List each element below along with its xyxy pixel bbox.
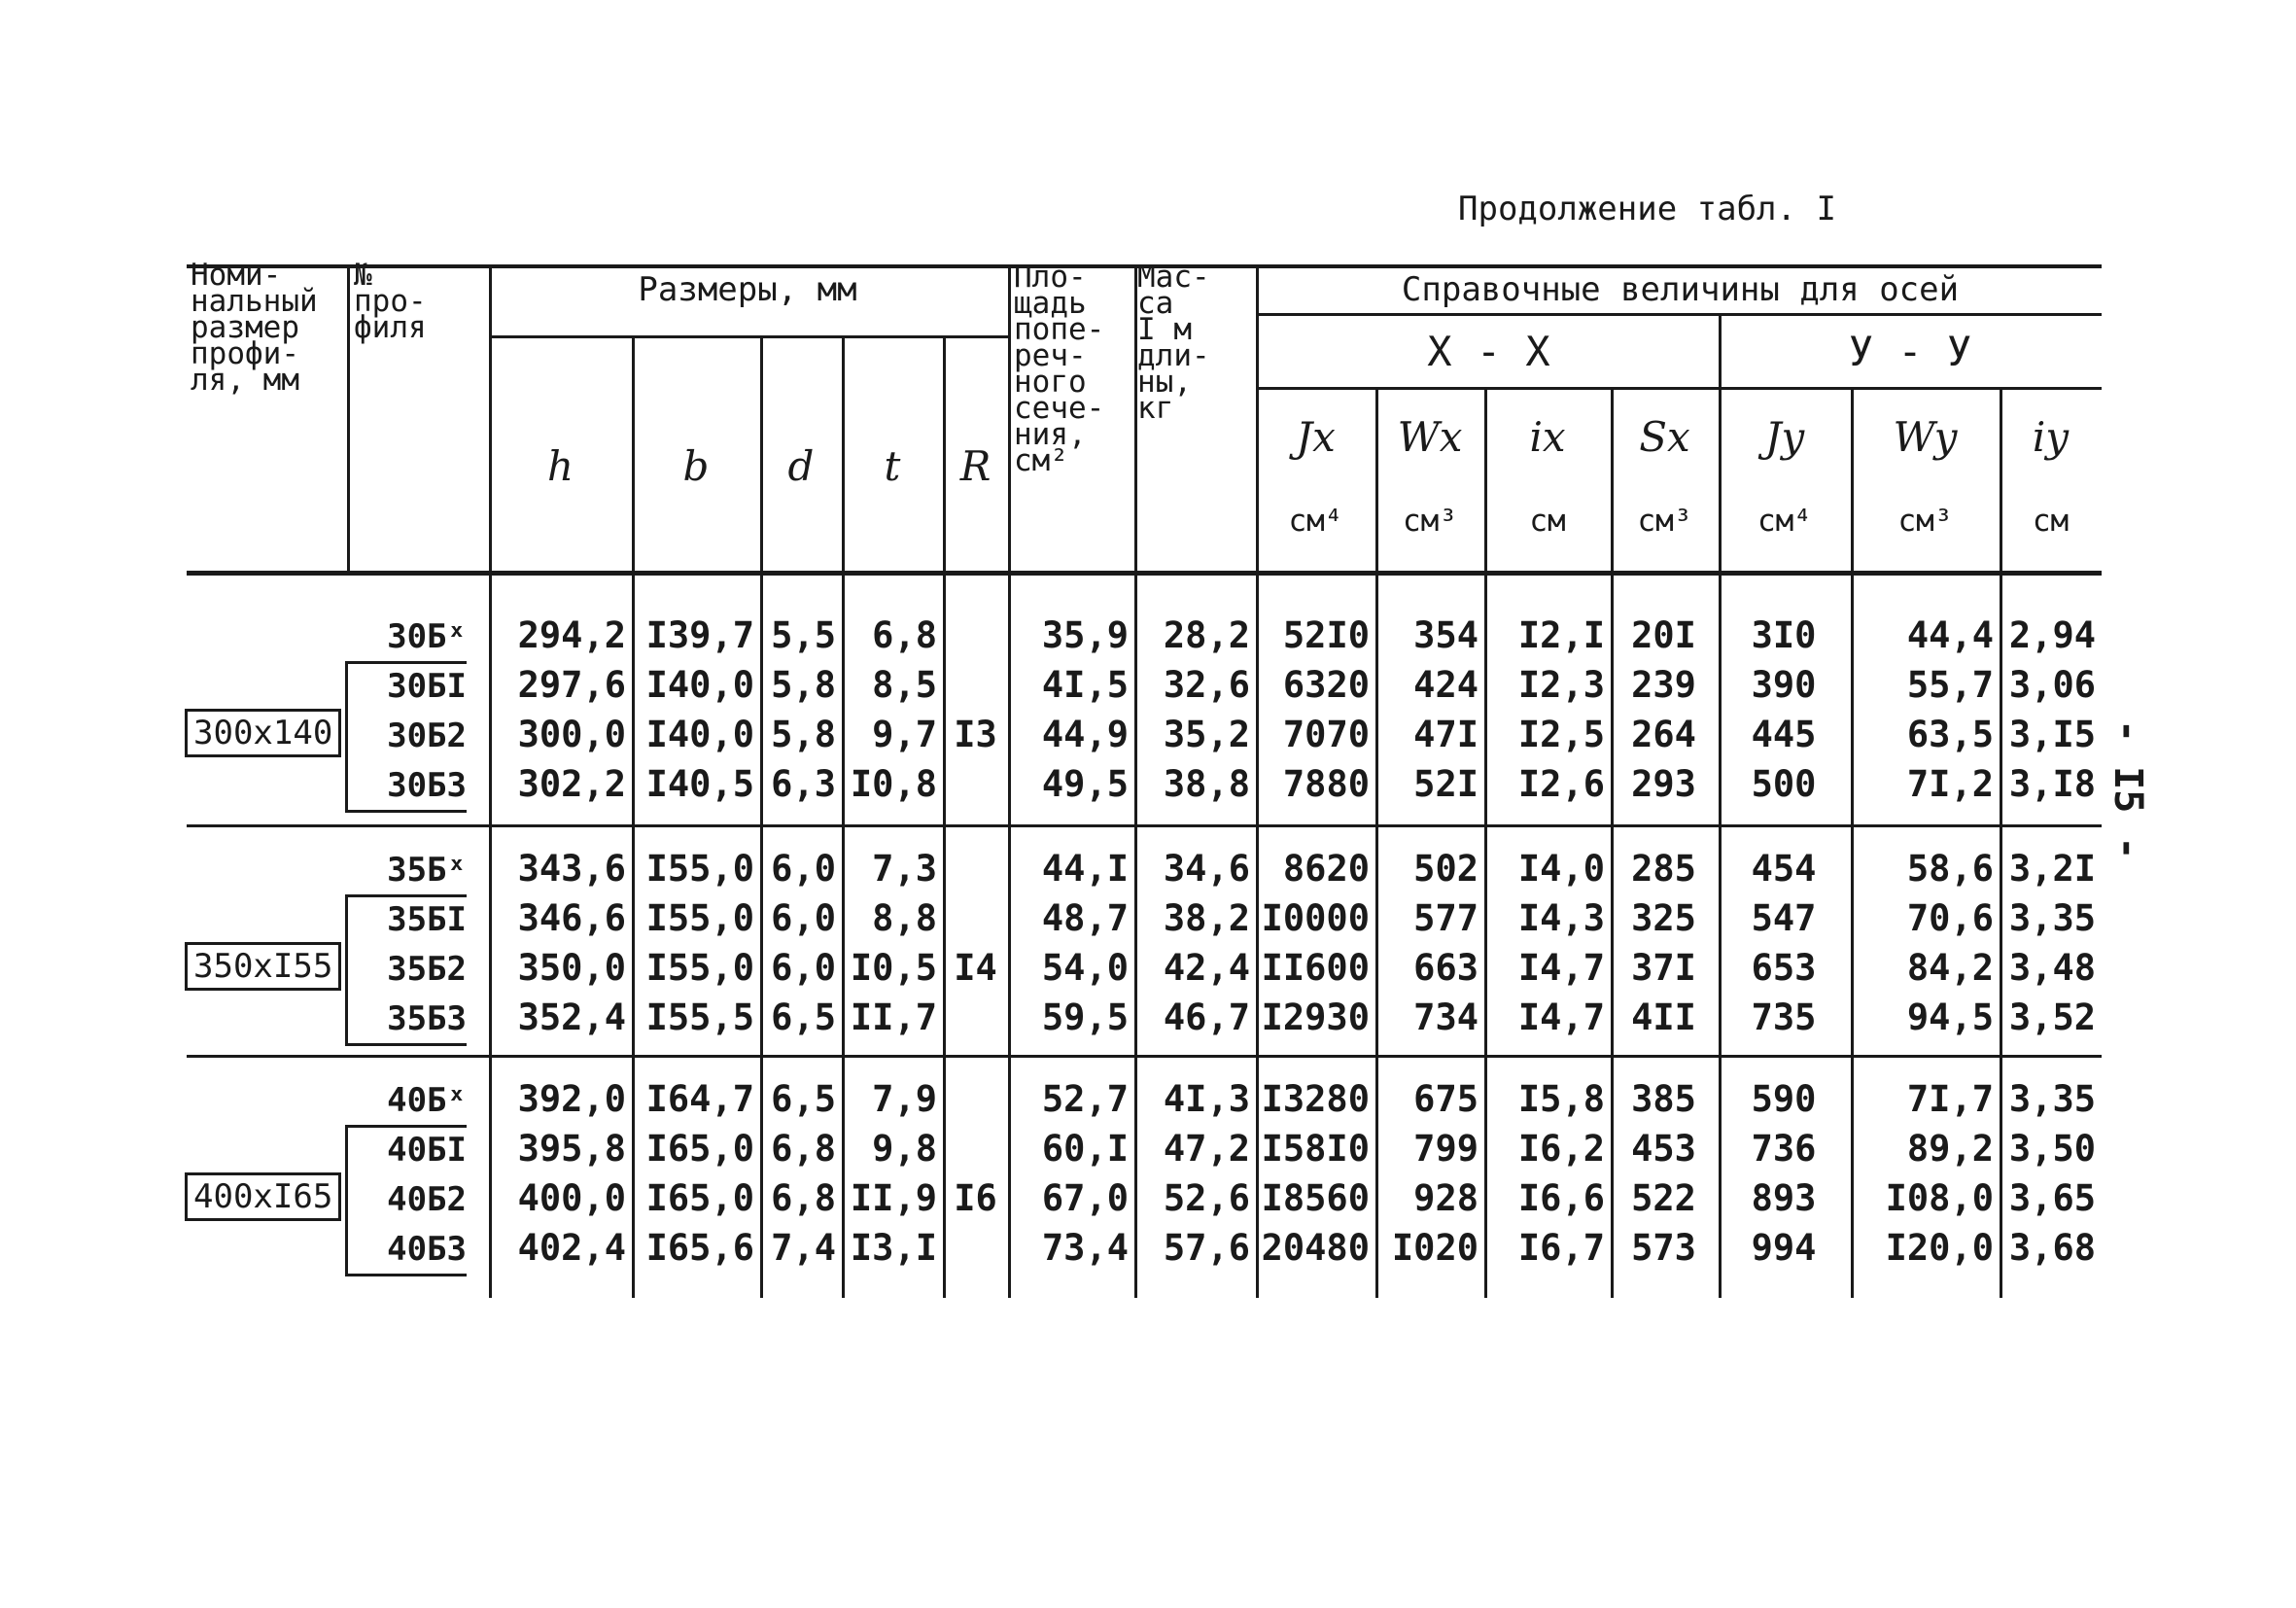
header-nominal-size: Номи- нальный размер профи- ля, мм [191,258,318,398]
cell-sx: 285 [1631,848,1696,890]
cell-r: I6 [954,1177,997,1219]
cell-sx: 264 [1631,714,1696,755]
nominal-size-label: 300x140 [185,709,341,757]
cell-area: 67,0 [1041,1177,1129,1219]
cell-mass: 28,2 [1163,614,1250,656]
cell-h: 402,4 [517,1227,626,1269]
cell-wx: 577 [1413,897,1478,939]
cell-mass: 34,6 [1163,848,1250,890]
cell-d: 6,5 [771,1078,836,1120]
profile-number-cell: 40БI [387,1131,467,1170]
profile-number-cell: 35Б2 [387,950,467,989]
cell-b: I64,7 [645,1078,754,1120]
cell-h: 392,0 [517,1078,626,1120]
profile-bracket-top [345,661,467,664]
cell-t: I3,I [850,1227,937,1269]
cell-jx: 7070 [1282,714,1370,755]
cell-d: 6,8 [771,1128,836,1170]
cell-t: II,7 [850,996,937,1038]
cell-iy: 3,35 [2008,1078,2096,1120]
cell-ix: I6,7 [1517,1227,1605,1269]
cell-wx: 47I [1413,714,1478,755]
profile-number-cell: 40Б3 [387,1230,467,1269]
cell-mass: 38,8 [1163,763,1250,805]
symbol-ix: ix [1529,413,1566,461]
cell-wy: 70,6 [1906,897,1994,939]
cell-iy: 3,48 [2008,947,2096,989]
cell-wx: 734 [1413,996,1478,1038]
cell-jx: 20480 [1261,1227,1370,1269]
cell-sx: 325 [1631,897,1696,939]
cell-iy: 3,50 [2008,1128,2096,1170]
profile-bracket-top [345,894,467,897]
symbol-r: R [959,442,991,490]
axes-underline [1259,387,2102,390]
cell-wx: 424 [1413,664,1478,706]
unit-ix: см [1529,504,1566,539]
unit-wy: см³ [1897,504,1953,539]
cell-d: 5,8 [771,664,836,706]
cell-jx: I2930 [1261,996,1370,1038]
cell-h: 302,2 [517,763,626,805]
cell-t: I0,5 [850,947,937,989]
header-area: Пло- щадь попе- реч- ного сече- ния, см² [1014,260,1105,478]
profile-number-cell: 30Б3 [387,766,467,805]
cell-d: 5,5 [771,614,836,656]
cell-iy: 3,I5 [2008,714,2096,755]
cell-ix: I4,0 [1517,848,1605,890]
profile-bracket-top [345,1125,467,1128]
cell-t: 9,7 [872,714,937,755]
symbol-wx: Wx [1397,413,1463,461]
cell-h: 343,6 [517,848,626,890]
cell-d: 6,0 [771,947,836,989]
col-line-nom [347,264,350,571]
unit-jx: см⁴ [1288,504,1343,539]
cell-sx: 4II [1631,996,1696,1038]
cell-wx: 663 [1413,947,1478,989]
cell-h: 346,6 [517,897,626,939]
cell-sx: 239 [1631,664,1696,706]
symbol-wy: Wy [1893,413,1958,461]
cell-h: 395,8 [517,1128,626,1170]
cell-b: I40,0 [645,714,754,755]
page-number: - I5 - [2105,719,2150,860]
group2-bottom-line [187,1055,2102,1058]
cell-wy: 84,2 [1906,947,1994,989]
cell-h: 400,0 [517,1177,626,1219]
cell-area: 4I,5 [1041,664,1129,706]
cell-h: 294,2 [517,614,626,656]
cell-jx: I58I0 [1261,1128,1370,1170]
profile-bracket [345,894,470,1043]
cell-ix: I2,6 [1517,763,1605,805]
cell-jx: I0000 [1261,897,1370,939]
cell-b: I65,0 [645,1128,754,1170]
cell-sx: 385 [1631,1078,1696,1120]
cell-wx: 354 [1413,614,1478,656]
cell-jy: 3I0 [1751,614,1817,656]
cell-mass: 32,6 [1163,664,1250,706]
cell-area: 49,5 [1041,763,1129,805]
cell-d: 6,0 [771,848,836,890]
cell-area: 59,5 [1041,996,1129,1038]
cell-h: 297,6 [517,664,626,706]
cell-wy: I20,0 [1885,1227,1994,1269]
cell-wy: 94,5 [1906,996,1994,1038]
cell-jx: 8620 [1282,848,1370,890]
cell-t: 9,8 [872,1128,937,1170]
cell-mass: 4I,3 [1163,1078,1250,1120]
cell-jx: 7880 [1282,763,1370,805]
header-sizes: Размеры, мм [638,270,857,309]
table-caption: Продолжение табл. I [1458,190,1836,228]
cell-jy: 454 [1751,848,1817,890]
cell-area: 44,I [1041,848,1129,890]
cell-wy: 44,4 [1906,614,1994,656]
cell-sx: 573 [1631,1227,1696,1269]
cell-iy: 3,2I [2008,848,2096,890]
cell-sx: 37I [1631,947,1696,989]
cell-jy: 893 [1751,1177,1817,1219]
cell-d: 6,3 [771,763,836,805]
cell-jy: 445 [1751,714,1817,755]
cell-d: 6,8 [771,1177,836,1219]
unit-sx: см³ [1637,504,1692,539]
cell-area: 52,7 [1041,1078,1129,1120]
profile-number-cell: 35Бˣ [387,851,467,890]
cell-jx: 52I0 [1282,614,1370,656]
cell-jx: I8560 [1261,1177,1370,1219]
cell-t: 8,8 [872,897,937,939]
cell-b: I39,7 [645,614,754,656]
cell-b: I55,0 [645,947,754,989]
cell-ix: I6,2 [1517,1128,1605,1170]
profile-bracket [345,1125,470,1274]
cell-iy: 3,52 [2008,996,2096,1038]
cell-jy: 390 [1751,664,1817,706]
cell-t: 7,9 [872,1078,937,1120]
cell-jy: 994 [1751,1227,1817,1269]
cell-sx: 453 [1631,1128,1696,1170]
cell-b: I65,6 [645,1227,754,1269]
cell-d: 5,8 [771,714,836,755]
nominal-size-label: 400xI65 [185,1172,341,1221]
cell-wx: I020 [1391,1227,1478,1269]
symbol-iy: iy [2032,413,2070,461]
profile-bracket [345,661,470,810]
cell-iy: 3,06 [2008,664,2096,706]
cell-b: I55,0 [645,848,754,890]
cell-t: 6,8 [872,614,937,656]
cell-sx: 293 [1631,763,1696,805]
cell-jx: II600 [1261,947,1370,989]
cell-jy: 736 [1751,1128,1817,1170]
cell-b: I55,5 [645,996,754,1038]
cell-mass: 38,2 [1163,897,1250,939]
cell-mass: 57,6 [1163,1227,1250,1269]
cell-jy: 547 [1751,897,1817,939]
cell-b: I40,0 [645,664,754,706]
profile-number-cell: 35БI [387,900,467,939]
reference-underline [1259,313,2102,316]
cell-h: 352,4 [517,996,626,1038]
cell-wx: 502 [1413,848,1478,890]
cell-d: 6,0 [771,897,836,939]
cell-jy: 500 [1751,763,1817,805]
col-line-r [1008,264,1011,1298]
cell-jx: 6320 [1282,664,1370,706]
symbol-b: b [682,442,710,490]
profile-number-cell: 30Бˣ [387,617,467,656]
cell-t: 8,5 [872,664,937,706]
cell-d: 6,5 [771,996,836,1038]
profile-number-cell: 30БI [387,667,467,706]
cell-area: 48,7 [1041,897,1129,939]
cell-wy: 55,7 [1906,664,1994,706]
cell-r: I4 [954,947,997,989]
cell-wy: I08,0 [1885,1177,1994,1219]
cell-ix: I6,6 [1517,1177,1605,1219]
cell-area: 73,4 [1041,1227,1129,1269]
cell-wy: 63,5 [1906,714,1994,755]
cell-jx: I3280 [1261,1078,1370,1120]
cell-b: I40,5 [645,763,754,805]
profile-number-cell: 40Б2 [387,1180,467,1219]
cell-t: 7,3 [872,848,937,890]
cell-t: I0,8 [850,763,937,805]
symbol-sx: Sx [1639,413,1690,461]
nominal-size-label: 350xI55 [185,942,341,991]
cell-ix: I5,8 [1517,1078,1605,1120]
cell-wx: 675 [1413,1078,1478,1120]
profile-number-cell: 30Б2 [387,717,467,755]
symbol-d: d [787,442,815,490]
cell-wx: 52I [1413,763,1478,805]
header-mass: Мас- са I м дли- ны, кг [1137,260,1210,426]
unit-iy: см [2032,504,2070,539]
header-axis-x: X - X [1427,328,1550,375]
cell-iy: 3,65 [2008,1177,2096,1219]
cell-area: 60,I [1041,1128,1129,1170]
cell-jy: 590 [1751,1078,1817,1120]
cell-iy: 3,35 [2008,897,2096,939]
cell-ix: I2,I [1517,614,1605,656]
cell-iy: 3,I8 [2008,763,2096,805]
cell-h: 350,0 [517,947,626,989]
cell-b: I55,0 [645,897,754,939]
symbol-jx: Jx [1296,413,1336,461]
symbol-t: t [884,442,901,490]
cell-wx: 799 [1413,1128,1478,1170]
profile-bracket-bottom [345,1043,467,1046]
cell-ix: I4,7 [1517,996,1605,1038]
cell-ix: I2,3 [1517,664,1605,706]
cell-mass: 46,7 [1163,996,1250,1038]
cell-wx: 928 [1413,1177,1478,1219]
cell-jy: 653 [1751,947,1817,989]
cell-b: I65,0 [645,1177,754,1219]
cell-mass: 35,2 [1163,714,1250,755]
unit-jy: см⁴ [1757,504,1812,539]
cell-wy: 89,2 [1906,1128,1994,1170]
header-reference: Справочные величины для осей [1401,270,1960,309]
unit-wx: см³ [1403,504,1457,539]
header-profile-number: № про- филя [354,258,427,345]
cell-r: I3 [954,714,997,755]
cell-wy: 7I,2 [1906,763,1994,805]
cell-t: II,9 [850,1177,937,1219]
cell-ix: I2,5 [1517,714,1605,755]
cell-h: 300,0 [517,714,626,755]
cell-sx: 20I [1631,614,1696,656]
cell-iy: 3,68 [2008,1227,2096,1269]
header-bottom-line [187,571,2102,576]
cell-wy: 7I,7 [1906,1078,1994,1120]
cell-area: 54,0 [1041,947,1129,989]
cell-ix: I4,3 [1517,897,1605,939]
cell-mass: 42,4 [1163,947,1250,989]
col-line-prof [489,264,492,1298]
cell-wy: 58,6 [1906,848,1994,890]
cell-sx: 522 [1631,1177,1696,1219]
symbol-h: h [546,442,574,490]
group1-bottom-line [187,824,2102,827]
cell-area: 44,9 [1041,714,1129,755]
profile-bracket-bottom [345,810,467,813]
profile-number-cell: 35Б3 [387,999,467,1038]
cell-ix: I4,7 [1517,947,1605,989]
cell-d: 7,4 [771,1227,836,1269]
symbol-jy: Jy [1764,413,1805,461]
header-axis-y: У - У [1848,328,1972,375]
cell-iy: 2,94 [2008,614,2096,656]
profile-number-cell: 40Бˣ [387,1081,467,1120]
cell-mass: 47,2 [1163,1128,1250,1170]
col-line-Sx [1719,316,1722,1298]
sizes-underline [491,335,1008,338]
profile-bracket-bottom [345,1274,467,1276]
cell-jy: 735 [1751,996,1817,1038]
cell-area: 35,9 [1041,614,1129,656]
cell-mass: 52,6 [1163,1177,1250,1219]
